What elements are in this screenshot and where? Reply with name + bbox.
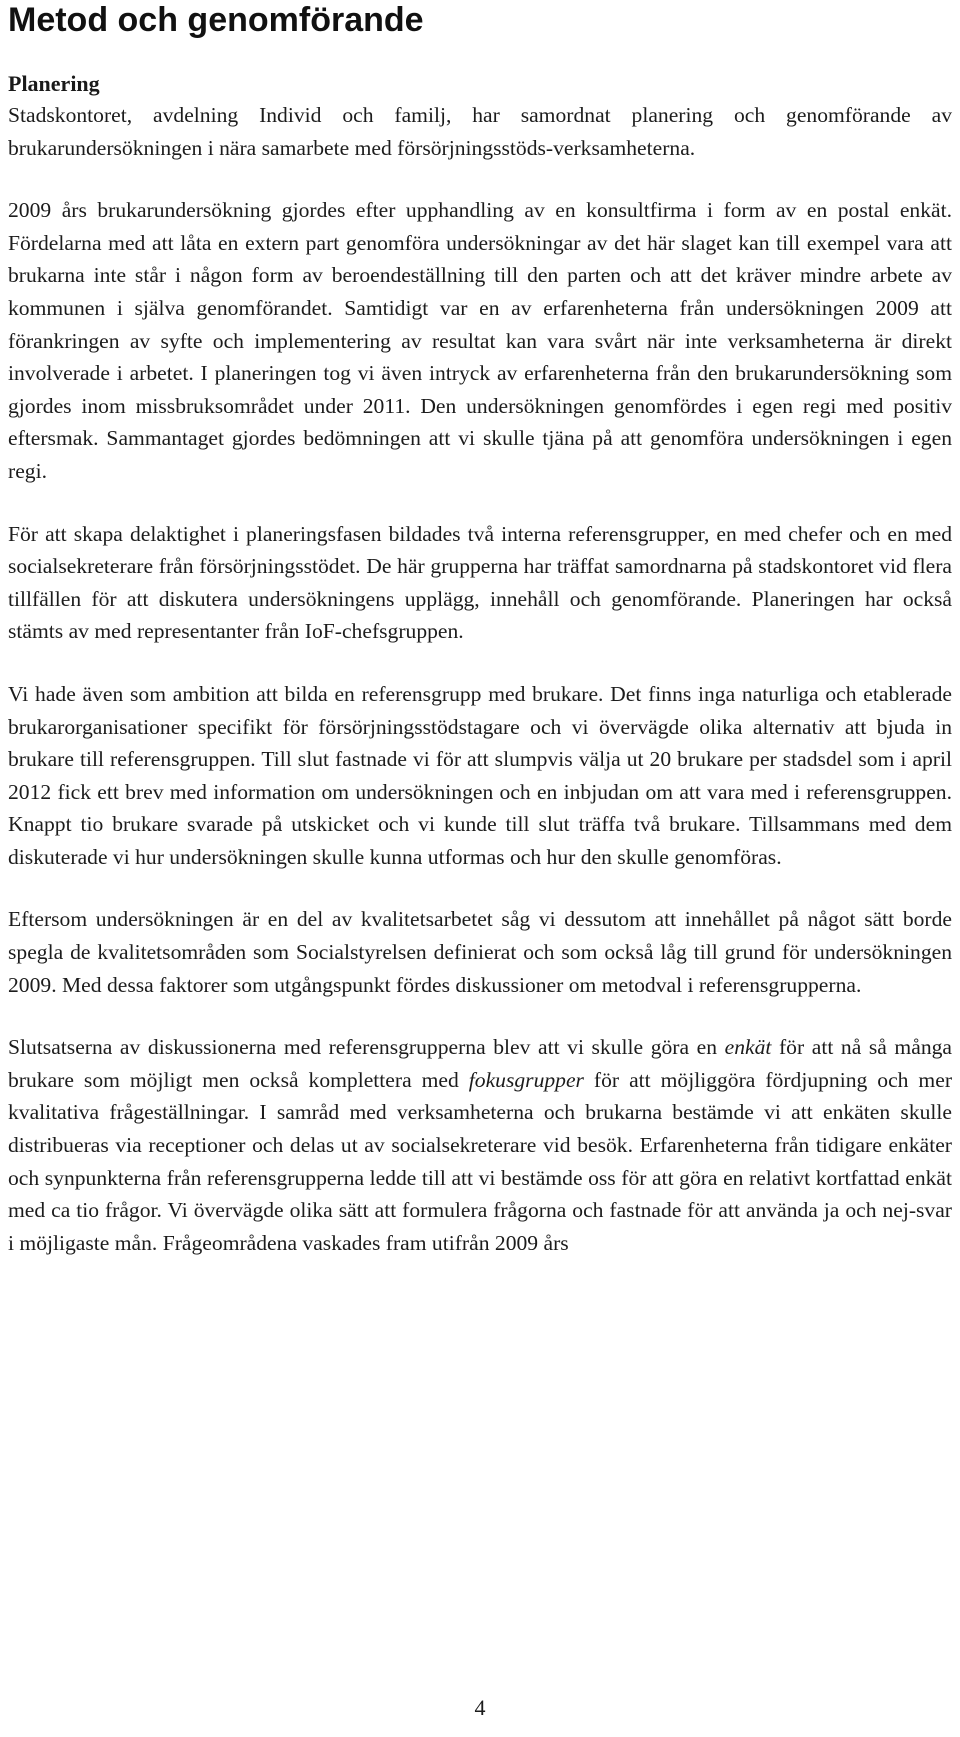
- section-heading-planering: Planering: [8, 71, 100, 96]
- paragraph-conclusions: [8, 1031, 952, 1259]
- paragraph-intro: Stadskontoret, avdelning Individ och familj, har samordnat planering och genomförande av brukarundersökningen i nära samarbete med försörjningsstöds-verksamheterna.: [8, 103, 952, 160]
- paragraph-2009-survey: 2009 års brukarundersökning gjordes efter upphandling av en konsultfirma i form av en postal enkät. Fördelarna med att låta en extern part genomföra undersökningar av det här slaget kan till exempel vara att brukarna inte står i någon form av beroendeställning till den parten och att det kräver mindre arbete av kommunen i själva genomförandet. Samtidigt var en av erfarenheterna från undersökningen 2009 att förankringen av syfte och implementering av resultat kan vara svårt när inte verksamheterna är direkt involverade i arbetet. I planeringen tog vi även intryck av erfarenheterna från den brukarundersökning som gjordes inom missbruksområdet under 2011. Den undersökningen genomfördes i egen regi med positiv eftersmak. Sammantaget gjordes bedömningen att vi skulle tjäna på att genomföra undersökningen i egen regi.: [8, 198, 952, 483]
- conclusions-italic-fokusgrupper: fokusgrupper: [468, 1067, 584, 1092]
- paragraph-user-reference-group: Vi hade även som ambition att bilda en referensgrupp med brukare. Det finns inga naturliga och etablerade brukarorganisationer specifikt för försörjningsstödstagare och vi övervägde olika alternativ att bjuda in brukare till referensgruppen. Till slut fastnade vi för att slumpvis välja ut 20 brukare per stadsdel som i april 2012 fick ett brev med information om undersökningen och en inbjudan om att vara med i referensgruppen. Knappt tio brukare svarade på utskicket och vi kunde till slut träffa två brukare. Tillsammans med dem diskuterade vi hur undersökningen skulle kunna utformas och hur den skulle genomföras.: [8, 681, 952, 869]
- conclusions-italic-enkat: enkät: [724, 1035, 772, 1060]
- page-title: Metod och genomförande: [8, 1, 424, 39]
- conclusions-text-part-2: för att nå så många brukare som möjligt men också komplettera med: [8, 1035, 952, 1092]
- conclusions-text-part-1: Slutsatserna av diskussionerna med referensgrupperna blev att vi skulle göra en: [8, 1035, 725, 1060]
- paragraph-reference-groups: För att skapa delaktighet i planeringsfasen bildades två interna referensgrupper, en med chefer och en med socialsekreterare från försörjningsstödet. De här grupperna har träffat samordnarna på stadskontoret vid flera tillfällen för att diskutera undersökningens upplägg, innehåll och genomförande. Planeringen har också stämts av med representanter från IoF-chefsgruppen.: [8, 521, 952, 644]
- conclusions-text-part-3: för att möjliggöra fördjupning och mer kvalitativa frågeställningar. I samråd med verksamheterna och brukarna bestämde vi att enkäten skulle distribueras via receptioner och delas ut av socialsekreterare vid besök. Erfarenheterna från tidigare enkäter och synpunkterna från referensgrupperna ledde till att vi bestämde oss för att göra en relativt kortfattad enkät med ca tio frågor. Vi övervägde olika sätt att formulera frågorna och fastnade för att använda ja och nej-svar i möjligaste mån. Frågeområdena vaskades fram utifrån 2009 års: [8, 1067, 953, 1255]
- page-number: 4: [474, 1695, 486, 1720]
- paragraph-quality-areas: Eftersom undersökningen är en del av kvalitetsarbetet såg vi dessutom att innehållet på något sätt borde spegla de kvalitetsområden som Socialstyrelsen definierat och som också låg till grund för undersökningen 2009. Med dessa faktorer som utgångspunkt fördes diskussioner om metodval i referensgrupperna.: [8, 907, 952, 997]
